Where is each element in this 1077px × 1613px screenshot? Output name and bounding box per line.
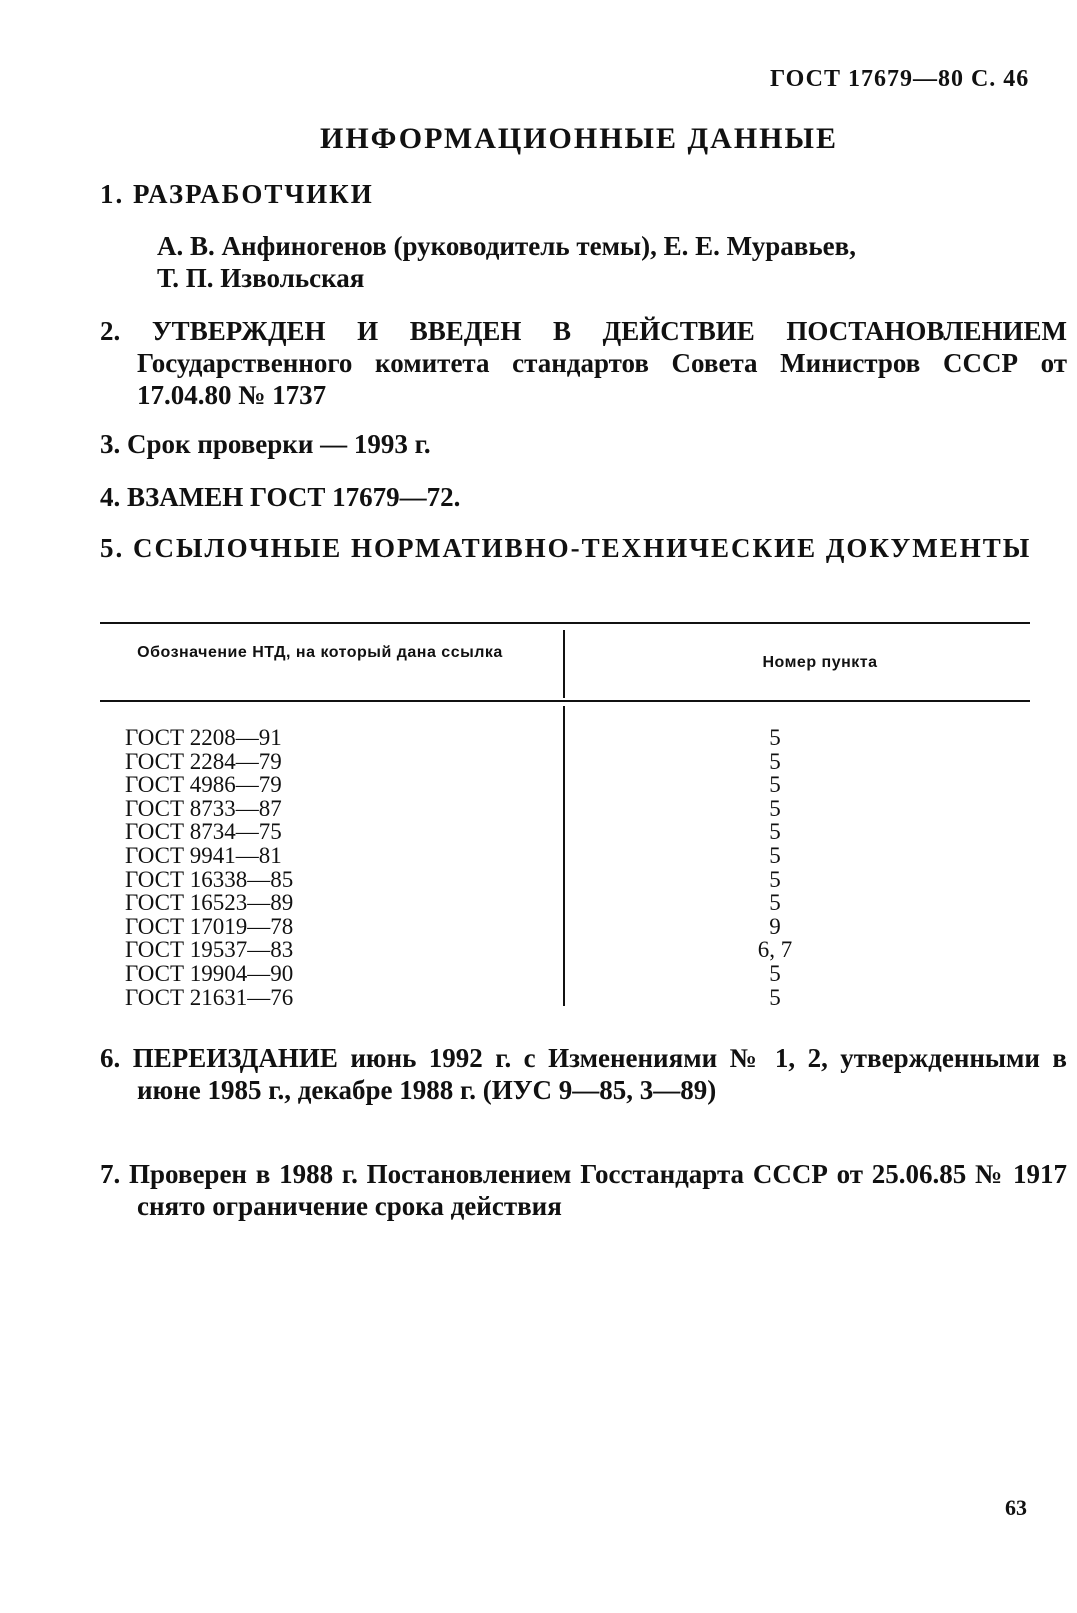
section-7: 7. Проверен в 1988 г. Постановлением Госстандарта СССР от 25.06.85 № 1917 снято ограничение срока действия [100, 1159, 1067, 1221]
document-code: ГОСТ 17679—80 С. 46 [770, 66, 1030, 92]
table-cell-ntd: ГОСТ 8733—87 [125, 795, 282, 821]
table-cell-ntd: ГОСТ 8734—75 [125, 819, 282, 845]
table-cell-ntd: ГОСТ 9941—81 [125, 842, 282, 868]
table-cell-ntd: ГОСТ 17019—78 [125, 913, 294, 939]
table-cell-item: 9 [769, 913, 781, 939]
table-cell-ntd: ГОСТ 19904—90 [125, 960, 294, 986]
page-number: 63 [1005, 1495, 1027, 1520]
table-header-ntd: Обозначение НТД, на который дана ссылка [137, 644, 503, 661]
section-1-title: 1. РАЗРАБОТЧИКИ [100, 179, 374, 209]
section-5: 5. ССЫЛОЧНЫЕ НОРМАТИВНО-ТЕХНИЧЕСКИЕ ДОКУМЕНТЫ [100, 533, 1032, 563]
table-top-rule [100, 622, 1030, 624]
developers-line-2: Т. П. Извольская [157, 263, 365, 293]
table-cell-item: 5 [769, 819, 781, 845]
table-cell-ntd: ГОСТ 21631—76 [125, 984, 294, 1010]
section-4: 4. ВЗАМЕН ГОСТ 17679—72. [100, 482, 461, 512]
table-cell-item: 5 [769, 890, 781, 916]
table-cell-item: 5 [769, 866, 781, 892]
table-cell-item: 6, 7 [757, 937, 793, 963]
table-header-item: Номер пункта [762, 654, 878, 671]
table-cell-item: 5 [769, 748, 781, 774]
section-1-heading [100, 178, 374, 210]
section-2: 2. УТВЕРЖДЕН И ВВЕДЕН В ДЕЙСТВИЕ ПОСТАНОВЛЕНИЕМ Государственного комитета стандартов Совета Министров СССР от 17.04.80 № 1737 [100, 316, 1067, 410]
developers-line-1: А. В. Анфиногенов (руководитель темы), Е. Е. Муравьев, [157, 231, 856, 261]
table-column-ntd [125, 726, 293, 1009]
table-header-rule [100, 700, 1030, 702]
table-column-item [690, 726, 860, 1009]
table-cell-item: 5 [769, 725, 781, 750]
table-cell-item: 5 [769, 795, 781, 821]
table-body-divider [563, 706, 565, 1006]
table-cell-ntd: ГОСТ 16523—89 [125, 890, 294, 916]
table-cell-ntd: ГОСТ 16338—85 [125, 866, 294, 892]
section-1-body [157, 230, 1027, 294]
table-cell-item: 5 [769, 984, 781, 1010]
table-cell-item: 5 [769, 960, 781, 986]
table-cell-ntd: ГОСТ 19537—83 [125, 937, 294, 963]
table-cell-item: 5 [769, 842, 781, 868]
table-cell-item: 5 [769, 772, 781, 798]
table-header-divider [563, 630, 565, 698]
page-title: ИНФОРМАЦИОННЫЕ ДАННЫЕ [320, 122, 838, 155]
section-6: 6. ПЕРЕИЗДАНИЕ июнь 1992 г. с Изменениями № 1, 2, утвержденными в июне 1985 г., декабре 1988 г. (ИУС 9—85, 3—89) [100, 1043, 1067, 1105]
table-cell-ntd: ГОСТ 2208—91 [125, 725, 282, 750]
table-cell-ntd: ГОСТ 2284—79 [125, 748, 282, 774]
table-cell-ntd: ГОСТ 4986—79 [125, 772, 282, 798]
section-3: 3. Срок проверки — 1993 г. [100, 429, 431, 459]
